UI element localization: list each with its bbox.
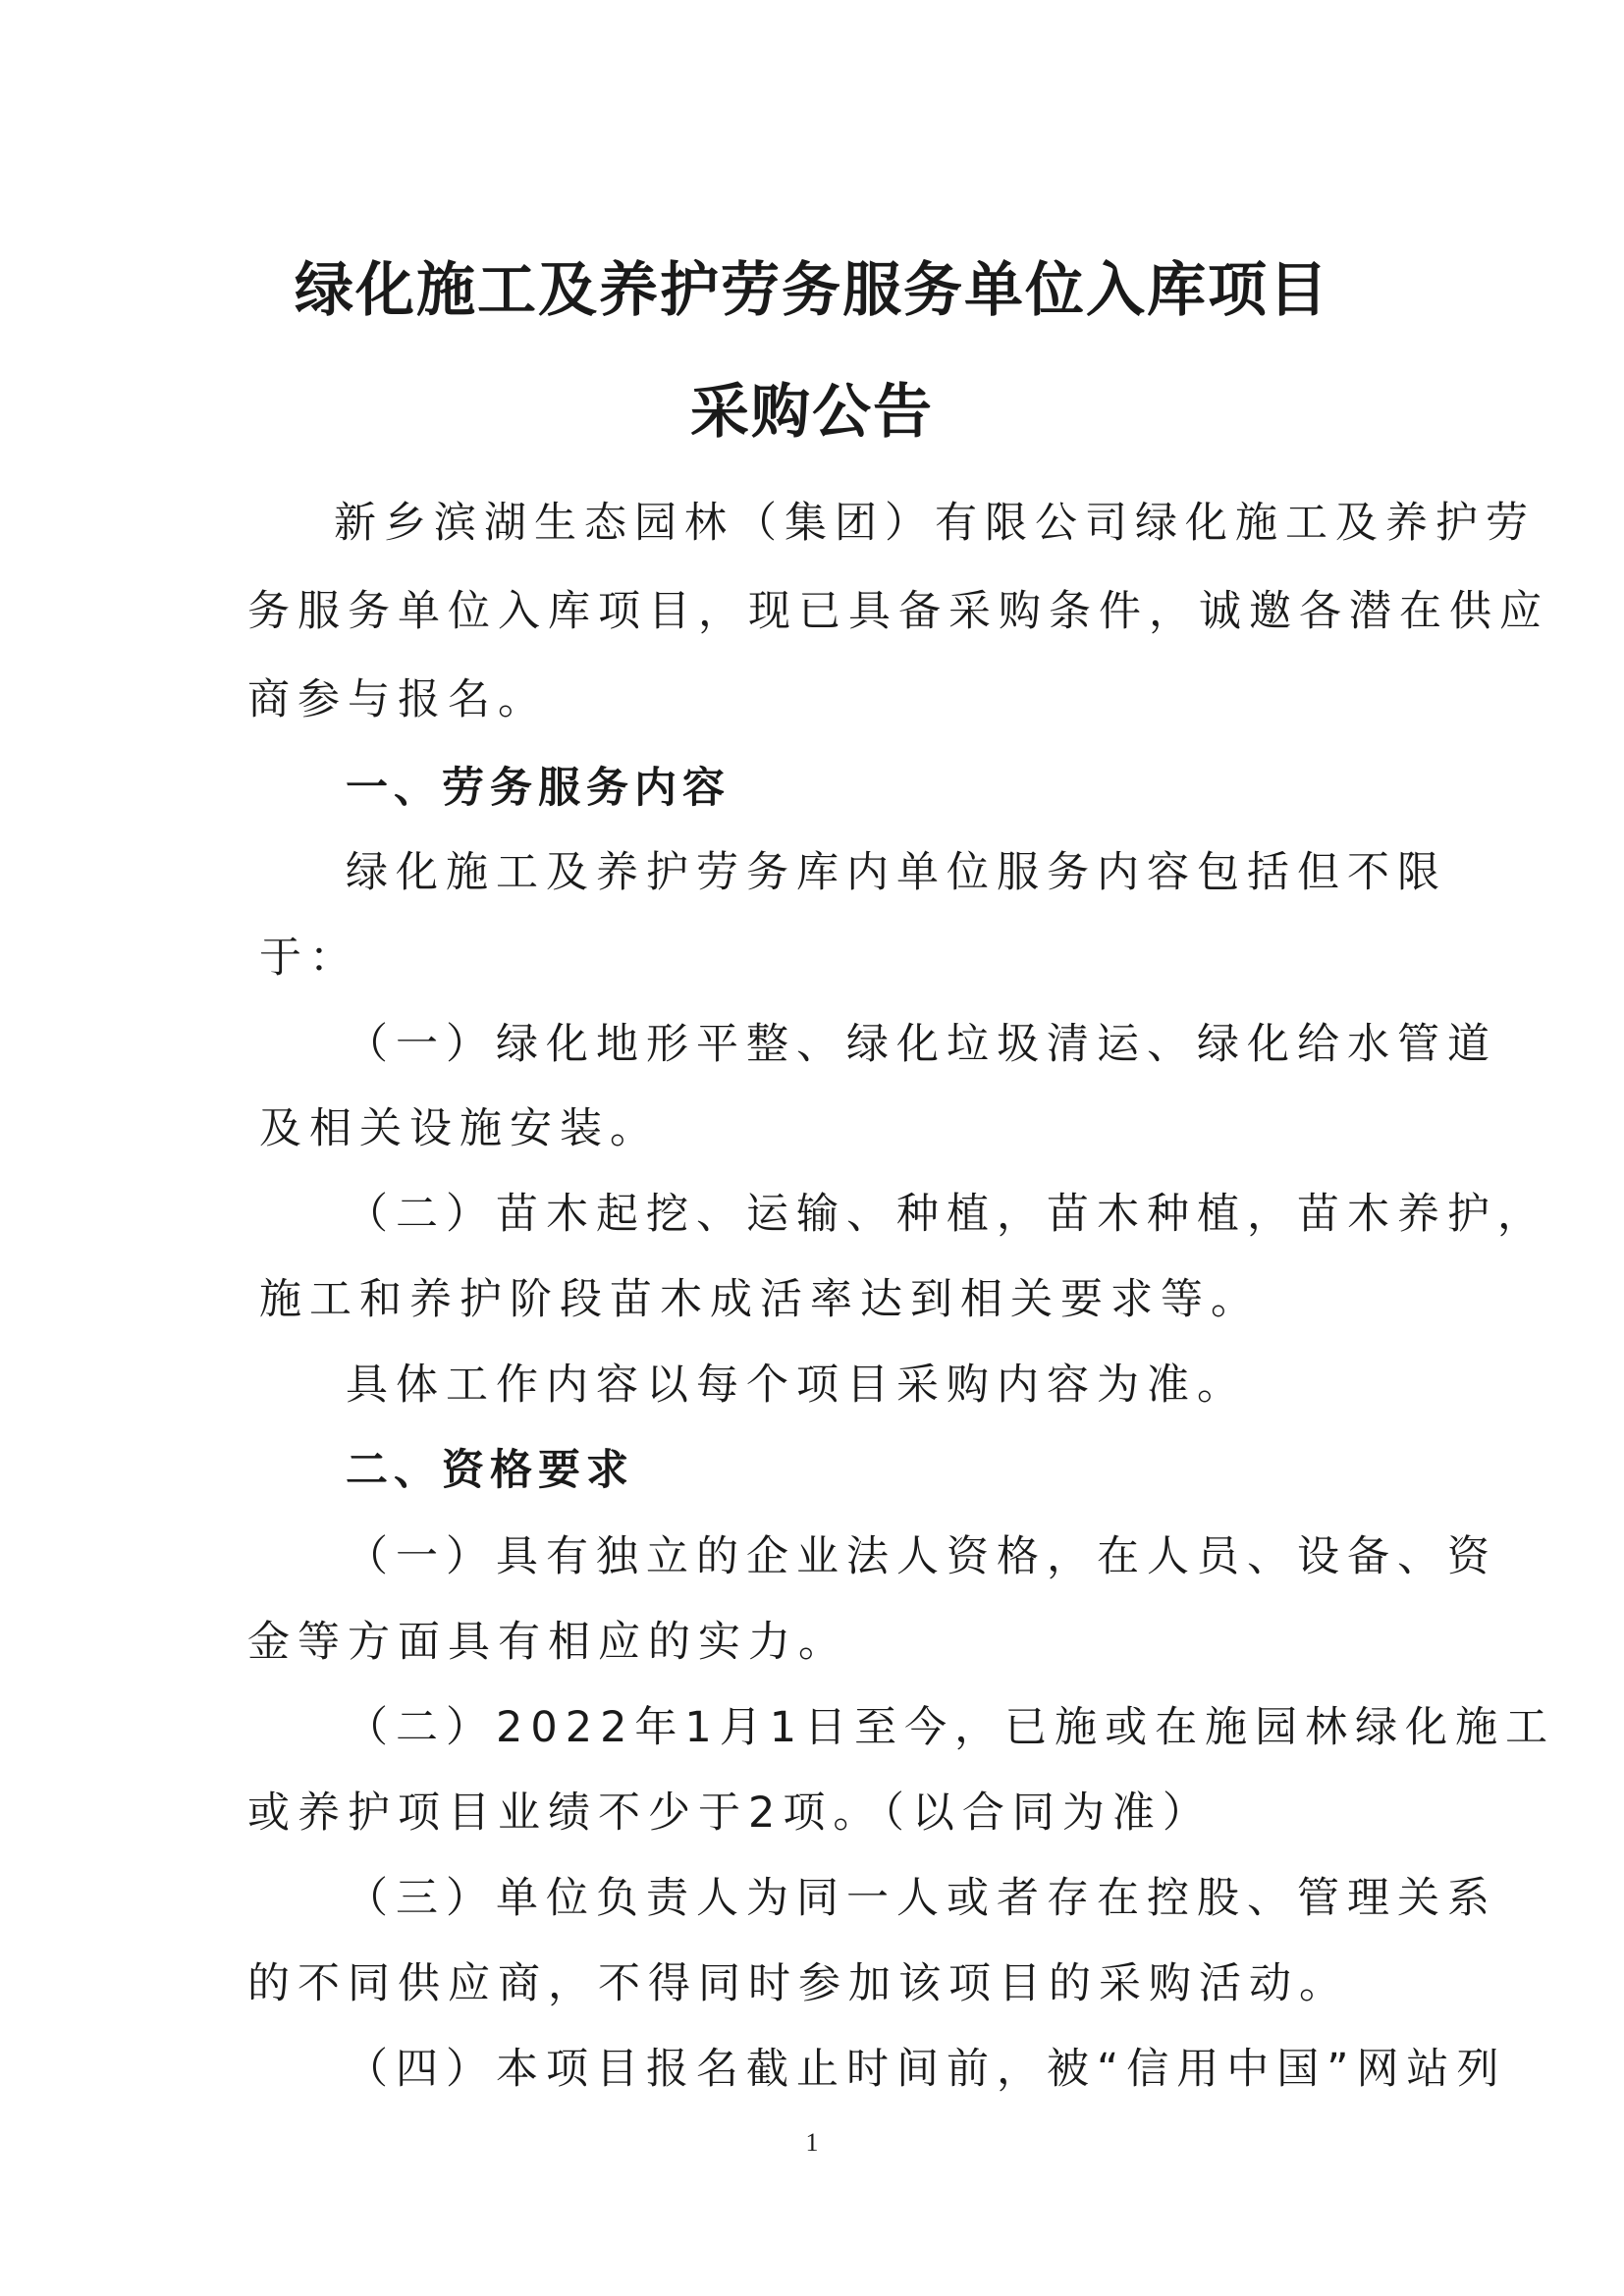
document-title-line2: 采购公告	[690, 378, 934, 447]
req3-line-2: 的不同供应商，不得同时参加该项目的采购活动。	[247, 1959, 1349, 2008]
page-number: 1	[805, 2128, 819, 2157]
section2-heading: 二、资格要求	[346, 1446, 634, 1495]
intro-line-2: 务服务单位入库项目，现已具备采购条件，诚邀各潜在供应	[247, 587, 1549, 636]
req4-line-1: （四）本项目报名截止时间前，被“信用中国”网站列	[346, 2045, 1507, 2094]
section1-body-line-2: 于：	[259, 934, 359, 983]
section1-heading: 一、劳务服务内容	[346, 764, 731, 813]
intro-line-3: 商参与报名。	[247, 675, 548, 724]
item1-line-2: 及相关设施安装。	[259, 1104, 660, 1153]
req1-line-2: 金等方面具有相应的实力。	[247, 1618, 848, 1667]
item2-line-2: 施工和养护阶段苗木成活率达到相关要求等。	[259, 1275, 1261, 1324]
intro-line-1: 新乡滨湖生态园林（集团）有限公司绿化施工及养护劳	[334, 499, 1536, 548]
req3-line-1: （三）单位负责人为同一人或者存在控股、管理关系	[346, 1874, 1497, 1923]
section1-body-line-1: 绿化施工及养护劳务库内单位服务内容包括但不限	[346, 848, 1447, 897]
req1-line-1: （一）具有独立的企业法人资格，在人员、设备、资	[346, 1532, 1497, 1581]
section1-note: 具体工作内容以每个项目采购内容为准。	[346, 1361, 1247, 1410]
document-title-line1: 绿化施工及养护劳务服务单位入库项目	[295, 256, 1329, 325]
item2-line-1: （二）苗木起挖、运输、种植，苗木种植，苗木养护，	[346, 1190, 1547, 1239]
req2-line-2: 或养护项目业绩不少于2项。（以合同为准）	[247, 1789, 1213, 1838]
item1-line-1: （一）绿化地形平整、绿化垃圾清运、绿化给水管道	[346, 1020, 1497, 1069]
req2-line-1: （二）2022年1月1日至今，已施或在施园林绿化施工	[346, 1703, 1556, 1752]
